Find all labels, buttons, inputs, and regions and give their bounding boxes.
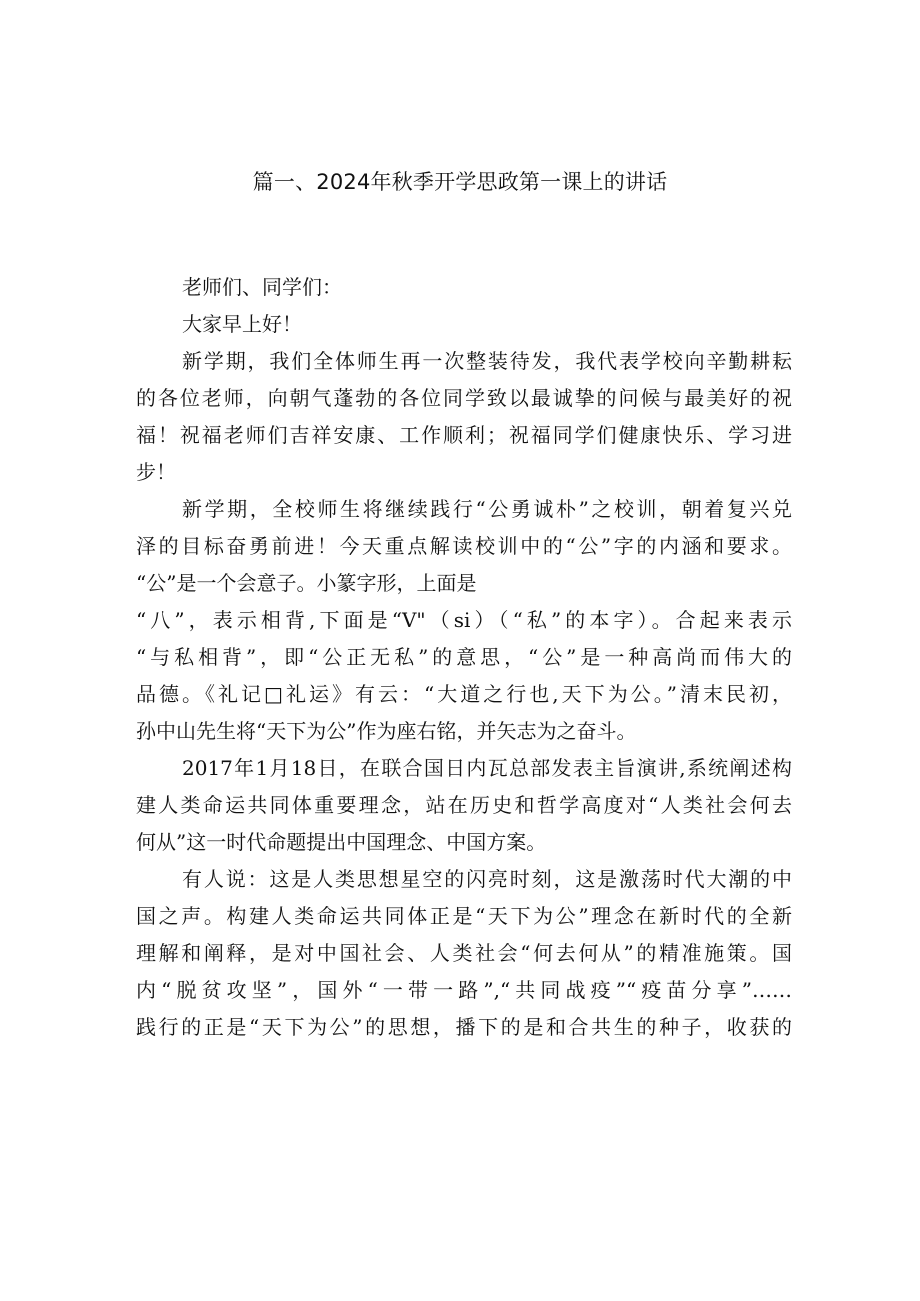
document-title: 篇一、2024年秋季开学思政第一课上的讲话 [252, 170, 668, 194]
document-line: 内“脱贫攻坚”，国外“一带一路”,“共同战疫”“疫苗分享”…… [136, 978, 792, 1002]
document-line: 何从”这一时代命题提出中国理念、中国方案。 [136, 830, 547, 854]
document-line: 大家早上好！ [182, 312, 302, 336]
document-line: 新学期，我们全体师生再一次整装待发，我代表学校向辛勤耕耘 [182, 349, 792, 373]
document-line: “公”是一个会意子。小篆字形，上面是 [136, 571, 477, 595]
document-line: 孙中山先生将“天下为公”作为座右铭，并矢志为之奋斗。 [136, 719, 637, 743]
document-line: 建人类命运共同体重要理念，站在历史和哲学高度对“人类社会何去 [136, 793, 792, 817]
document-line: 步！ [136, 460, 176, 484]
document-line: “与私相背”，即“公正无私”的意思，“公”是一种高尚而伟大的 [136, 645, 792, 669]
document-line: 品德。《礼记□礼运》有云：“大道之行也,天下为公。”清末民初， [136, 682, 792, 706]
document-line: 老师们、同学们： [182, 275, 342, 299]
document-line: 的各位老师，向朝气蓬勃的各位同学致以最诚挚的问候与最美好的祝 [136, 386, 792, 410]
document-line: 理解和阐释，是对中国社会、人类社会“何去何从”的精准施策。国 [136, 941, 792, 965]
document-line: 新学期，全校师生将继续践行“公勇诚朴”之校训，朝着复兴兑 [182, 497, 792, 521]
document-body [136, 269, 792, 1046]
document-line: 泽的目标奋勇前进！今天重点解读校训中的“公”字的内涵和要求。 [136, 534, 792, 558]
document-line: 福！祝福老师们吉祥安康、工作顺利；祝福同学们健康快乐、学习进 [136, 423, 792, 447]
document-line: 有人说：这是人类思想星空的闪亮时刻，这是激荡时代大潮的中 [182, 867, 792, 891]
document-line: 践行的正是“天下为公”的思想，播下的是和合共生的种子，收获的 [136, 1015, 792, 1039]
document-line: “八”，表示相背,下面是“V"（si）（“私”的本字）。合起来表示 [136, 608, 792, 632]
document-line: 2017年1月18日，在联合国日内瓦总部发表主旨演讲,系统阐述构 [182, 756, 792, 780]
document-line: 国之声。构建人类命运共同体正是“天下为公”理念在新时代的全新 [136, 904, 792, 928]
